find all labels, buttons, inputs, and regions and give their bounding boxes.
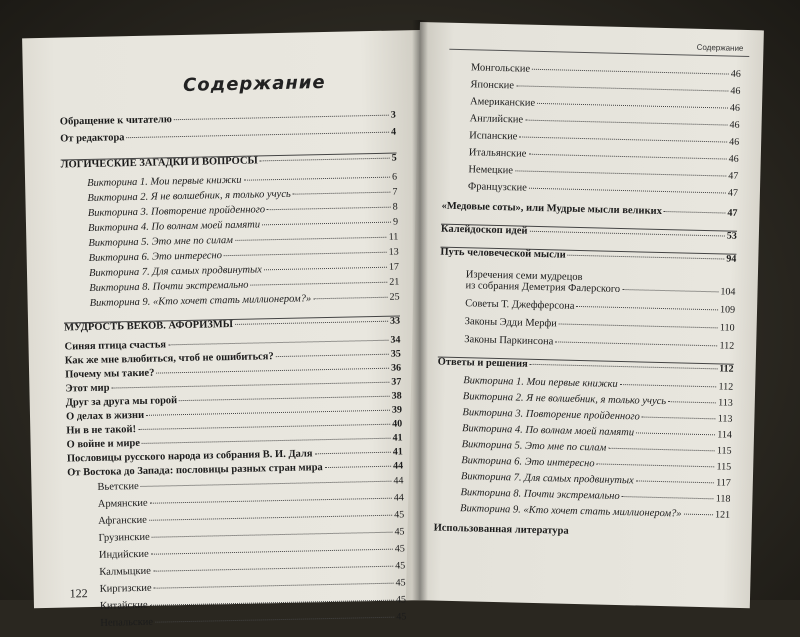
- dot-leader: [150, 498, 392, 504]
- toc-entry-title: Итальянские: [468, 147, 527, 160]
- toc-entry-page: 3: [390, 109, 396, 121]
- toc-entry-title: «Медовые соты», или Мудрые мысли великих: [441, 200, 663, 217]
- dot-leader: [525, 120, 727, 126]
- dot-leader: [636, 432, 715, 435]
- dot-leader: [620, 384, 717, 387]
- dot-leader: [235, 321, 388, 325]
- toc-entry-title: От Востока до Запада: пословицы разных стран мира: [67, 462, 323, 479]
- toc-entry-page: 44: [393, 475, 404, 487]
- toc-entry-title: Французские: [467, 181, 527, 194]
- dot-leader: [154, 583, 394, 589]
- toc-entry-page: 112: [719, 340, 735, 352]
- book-gutter: [412, 20, 428, 600]
- toc-entry-page: 34: [390, 334, 401, 346]
- toc-entry-page: 104: [720, 286, 736, 298]
- toc-entry-page: 46: [729, 102, 741, 114]
- toc-entry-title: Американские: [469, 96, 536, 109]
- toc-entry-title: Непальские: [100, 616, 154, 629]
- toc-entry-title: Викторина 2. Я не волшебник, я только учусь: [87, 188, 291, 205]
- toc-entry-title: Викторина 4. По волнам моей памяти: [87, 219, 261, 234]
- toc-entry-title: Грузинские: [98, 531, 150, 544]
- toc-entry-page: 4: [391, 126, 397, 138]
- toc-entry-page: 36: [390, 362, 402, 374]
- toc-entry-page: 112: [718, 381, 734, 393]
- dot-leader: [532, 69, 729, 75]
- dot-leader: [174, 115, 389, 121]
- toc-entry-page: 38: [391, 390, 402, 402]
- toc-entry-page: 46: [730, 85, 741, 97]
- dot-leader: [141, 481, 392, 487]
- toc-entry-page: 25: [389, 291, 400, 303]
- dot-leader: [149, 515, 392, 521]
- toc-entry-page: 113: [718, 397, 733, 409]
- dot-leader: [138, 424, 390, 430]
- toc-entry-title: Английские: [469, 113, 524, 126]
- toc-entry-title: Викторина 9. «Кто хочет стать миллионером?»: [89, 293, 312, 309]
- toc-entry-page: 40: [392, 418, 403, 430]
- dot-leader: [529, 231, 724, 237]
- toc-entry-title: Викторина 1. Мои первые книжки: [87, 174, 242, 190]
- toc-entry-title: Афганские: [98, 514, 147, 527]
- toc-entry-title: Викторина 8. Почти экстремально: [89, 279, 249, 294]
- toc-entry-title: ЛОГИЧЕСКИЕ ЗАГАДКИ И ВОПРОСЫ: [60, 155, 258, 171]
- toc-entry-page: 114: [717, 429, 733, 441]
- toc-entry-title: Монгольские: [470, 62, 531, 75]
- toc-entry-page: 115: [716, 461, 732, 473]
- toc-entry-page: 121: [714, 509, 731, 521]
- dot-leader: [264, 267, 387, 271]
- toc-entry-page: 45: [395, 560, 406, 572]
- toc-entry-page: 113: [717, 413, 733, 425]
- toc-entry-page: 5: [391, 152, 397, 164]
- toc-entry-page: 41: [392, 432, 403, 444]
- toc-entry-title: Обращение к читателю: [59, 114, 173, 128]
- dot-leader: [597, 463, 715, 467]
- toc-entry-title: О войне и мире: [66, 437, 141, 451]
- toc-entry-title: Калмыцкие: [99, 565, 151, 578]
- dot-leader: [150, 600, 394, 606]
- toc-entry-title: Викторина 7. Для самых продвинутых: [88, 264, 262, 279]
- dot-leader: [516, 85, 728, 91]
- toc-entry-page: 44: [393, 460, 404, 472]
- toc-entry-title: Вьетские: [97, 480, 139, 493]
- toc-entry-title: Как же мне влюбиться, чтоб не ошибиться?: [64, 351, 274, 367]
- toc-entry-title: Викторина 3. Повторение пройденного: [462, 407, 640, 423]
- toc-entry-title: Викторина 8. Почти экстремально: [460, 487, 620, 503]
- dot-leader: [519, 136, 727, 142]
- toc-entry-page: 45: [396, 611, 407, 623]
- toc-list-right: [433, 63, 741, 547]
- dot-leader: [313, 297, 387, 300]
- toc-entry-title: Викторина 5. Это мне по силам: [88, 234, 234, 249]
- dot-leader: [146, 410, 390, 416]
- toc-entry-title: Калейдоскоп идей: [440, 223, 528, 237]
- dot-leader: [559, 323, 718, 328]
- dot-leader: [315, 452, 391, 455]
- toc-entry-page: 115: [716, 445, 732, 457]
- dot-leader: [224, 252, 387, 256]
- dot-leader: [325, 466, 391, 468]
- dot-leader: [152, 532, 393, 538]
- toc-entry-page: 45: [394, 509, 405, 521]
- toc-entry-page: 109: [719, 304, 736, 316]
- toc-entry-title: Викторина 3. Повторение пройденного: [87, 204, 266, 219]
- toc-entry-page: 39: [391, 404, 403, 416]
- dot-leader: [555, 341, 717, 346]
- dot-leader: [622, 496, 714, 499]
- toc-entry-page: 11: [388, 231, 399, 243]
- toc-entry-title: Викторина 7. Для самых продвинутых: [460, 471, 634, 487]
- toc-entry-title: Викторина 4. По волнам моей памяти: [461, 423, 635, 439]
- dot-leader: [636, 480, 715, 483]
- toc-entry-title: Киргизские: [99, 582, 152, 595]
- toc-entry-page: 8: [392, 201, 398, 213]
- toc-entry-title: Армянские: [97, 497, 148, 510]
- dot-leader: [250, 282, 387, 286]
- right-page: [406, 22, 764, 608]
- toc-entry-title: О делах в жизни: [65, 409, 145, 423]
- dot-leader: [179, 396, 390, 401]
- dot-leader: [235, 237, 387, 241]
- toc-entry-page: 46: [729, 136, 740, 148]
- dot-leader: [515, 170, 726, 176]
- toc-entry-page: 94: [726, 253, 737, 265]
- toc-entry-title: Путь человеческой мысли: [440, 246, 566, 261]
- toc-entry-title: Законы Паркинсона: [464, 334, 554, 348]
- toc-entry-title: Советы Т. Джефферсона: [464, 298, 575, 312]
- dot-leader: [622, 289, 718, 292]
- toc-entry-page: 46: [729, 119, 740, 131]
- dot-leader: [530, 364, 717, 370]
- toc-entry-page: 6: [391, 171, 398, 183]
- toc-entry-title: Японские: [470, 79, 515, 92]
- dot-leader: [142, 438, 391, 444]
- dot-leader: [153, 566, 393, 572]
- toc-entry-title: Законы Эдди Мерфи: [464, 316, 557, 330]
- toc-entry-page: 46: [730, 68, 741, 80]
- running-header-label: Содержание: [696, 42, 744, 53]
- dot-leader: [151, 549, 393, 555]
- toc-entry-page: 21: [389, 276, 400, 288]
- toc-entry-page: 47: [727, 207, 738, 219]
- dot-leader: [267, 207, 391, 211]
- page-title: Содержание: [182, 71, 326, 96]
- dot-leader: [126, 132, 389, 139]
- toc-entry-page: 33: [389, 315, 401, 327]
- toc-entry-page: 110: [719, 322, 735, 334]
- toc-entry-page: 53: [726, 230, 737, 242]
- toc-entry-title: Ответы и решения: [437, 356, 528, 370]
- toc-entry-title: Викторина 1. Мои первые книжки: [463, 375, 618, 390]
- toc-entry-page: 9: [392, 216, 399, 228]
- dot-leader: [262, 222, 391, 226]
- toc-entry-title: Китайские: [99, 599, 148, 612]
- dot-leader: [537, 103, 728, 109]
- toc-entry-page: 35: [390, 348, 401, 360]
- toc-entry-page: 47: [728, 170, 739, 182]
- dot-leader: [664, 211, 726, 214]
- toc-entry-page: 45: [395, 594, 407, 606]
- toc-entry-page: 41: [392, 446, 403, 458]
- dot-leader: [168, 340, 388, 346]
- toc-entry-page: 44: [393, 492, 404, 504]
- toc-entry-page: 118: [715, 493, 731, 505]
- toc-entry-title: Испанские: [469, 130, 518, 143]
- toc-entry-page: 45: [395, 577, 406, 589]
- dot-leader: [642, 417, 716, 420]
- toc-entry-page: 45: [394, 526, 405, 538]
- toc-entry-page: 112: [719, 363, 734, 375]
- toc-entry-title: От редактора: [60, 132, 125, 145]
- toc-entry-title: Викторина 6. Это интересно: [461, 455, 595, 470]
- dot-leader: [276, 354, 389, 357]
- dot-leader: [156, 368, 389, 374]
- toc-entry-title: Викторина 2. Я не волшебник, я только учусь: [462, 391, 667, 408]
- toc-entry-page: 46: [728, 153, 739, 165]
- dot-leader: [529, 188, 726, 194]
- toc-entry-title: Индийские: [98, 548, 149, 561]
- toc-entry-title: МУДРОСТЬ ВЕКОВ. АФОРИЗМЫ: [64, 318, 234, 334]
- toc-entry-title: Друг за друга мы горой: [65, 395, 178, 409]
- toc-entry-title: Почему мы такие?: [65, 367, 155, 381]
- dot-leader: [155, 617, 394, 623]
- dot-leader: [568, 255, 725, 260]
- toc-list-left: [60, 111, 407, 637]
- left-page: [22, 30, 432, 629]
- toc-entry-page: 47: [727, 187, 739, 199]
- dot-leader: [528, 154, 726, 160]
- toc-entry-title: Этот мир: [65, 382, 110, 395]
- toc-entry-page: 37: [391, 376, 402, 388]
- toc-entry-title: Изречения семи мудрецов: [465, 269, 583, 284]
- toc-entry-page: 7: [392, 186, 398, 198]
- toc-entry-title: Использованная литература: [433, 522, 569, 537]
- dot-leader: [244, 177, 390, 181]
- dot-leader: [684, 514, 713, 516]
- toc-entry-page: 45: [394, 543, 405, 555]
- toc-entry-page: 117: [716, 477, 731, 489]
- toc-entry-title: Ни в не такой!: [66, 424, 137, 437]
- toc-entry-page: 13: [388, 246, 399, 258]
- dot-leader: [668, 401, 716, 403]
- toc-entry-title: Викторина 9. «Кто хочет стать миллионером?»: [459, 503, 682, 520]
- toc-entry-title: Викторина 5. Это мне по силам: [461, 439, 607, 454]
- toc-entry-title: Викторина 6. Это интересно: [88, 250, 223, 264]
- toc-entry-page: 17: [388, 261, 400, 273]
- running-header: [449, 37, 749, 57]
- dot-leader: [608, 448, 715, 452]
- dot-leader: [576, 306, 718, 310]
- dot-leader: [111, 382, 389, 389]
- dot-leader: [293, 192, 391, 195]
- toc-entry-title: Немецкие: [468, 164, 514, 177]
- toc-entry-title: Пословицы русского народа из собрания В. И. Даля: [66, 448, 313, 465]
- toc-entry-title: из собрания Деметрия Фалерского: [465, 280, 621, 295]
- toc-entry-title: Синяя птица счастья: [64, 339, 167, 353]
- dot-leader: [260, 158, 390, 162]
- page-number: 122: [69, 586, 88, 601]
